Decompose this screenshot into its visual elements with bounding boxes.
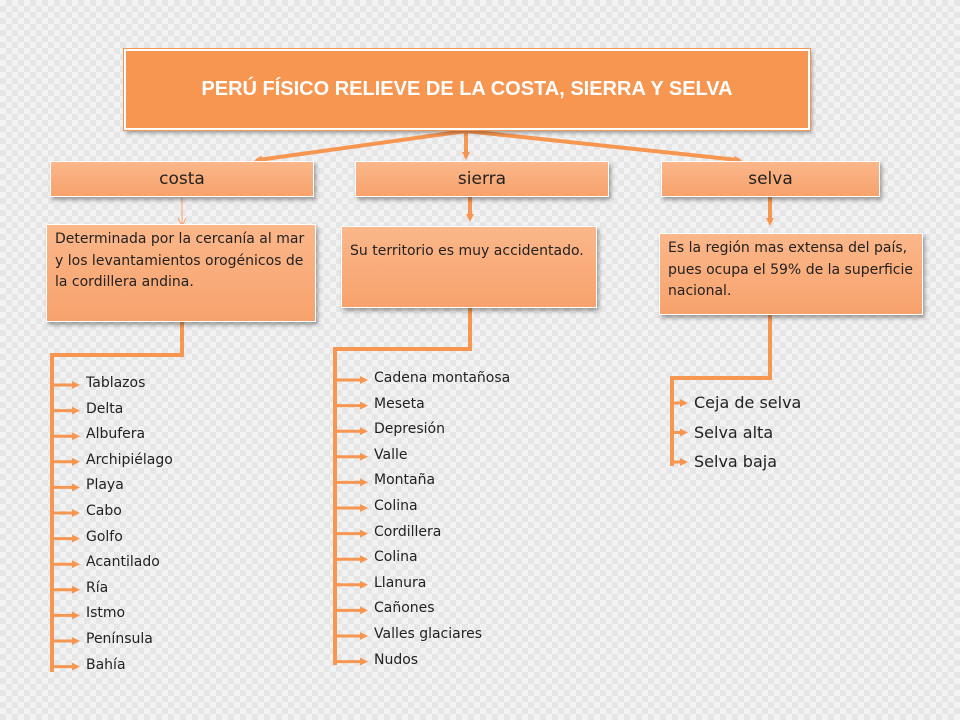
selva-feature-item: Selva baja [694,452,778,471]
sierra-feature-item: Colina [374,498,418,514]
costa-feature-item: Cabo [86,503,122,519]
sierra-feature-item: Nudos [374,651,419,668]
sierra-feature-item: Cadena montañosa [374,370,511,386]
costa-feature-item: Istmo [86,605,126,622]
costa-feature-item: Archipiélago [86,451,173,468]
sierra-feature-item: Cordillera [374,523,442,540]
arrow-title-costa [258,131,466,160]
selva-feature-item: Ceja de selva [694,393,802,412]
sierra-feature-item: Meseta [374,395,425,412]
sierra-feature-item: Cañones [374,600,435,617]
diagram-title: PERÚ FÍSICO RELIEVE DE LA COSTA, SIERRA Y SELVA [124,49,810,130]
costa-node: costa [50,161,314,197]
costa-feature-item: Tablazos [86,375,146,391]
selva-trunk [672,315,770,466]
costa-feature-item: Delta [86,400,124,417]
sierra-feature-item: Colina [374,549,418,566]
selva-node: selva [661,161,880,197]
costa-feature-item: Playa [86,477,124,494]
sierra-feature-item: Valle [374,446,408,463]
selva-description: Es la región mas extensa del país, pues ocupa el 59% de la superficie nacional. [659,233,923,315]
costa-feature-item: Península [86,631,153,647]
costa-feature-item: Albufera [86,426,146,443]
selva-feature-item: Selva alta [694,422,774,442]
sierra-feature-item: Llanura [374,574,427,591]
sierra-description: Su territorio es muy accidentado. [341,226,597,308]
sierra-feature-item: Montaña [374,472,436,489]
arrow-title-selva [466,131,738,160]
sierra-feature-item: Depresión [374,421,445,438]
costa-description: Determinada por la cercanía al mar y los levantamientos orogénicos de la cordillera andina. [46,224,316,322]
sierra-node: sierra [355,161,609,197]
costa-feature-item: Bahía [86,656,126,673]
costa-feature-item: Ría [86,579,109,596]
sierra-feature-item: Valles glaciares [374,626,483,642]
costa-feature-item: Golfo [86,528,123,545]
costa-feature-item: Acantilado [86,554,160,571]
